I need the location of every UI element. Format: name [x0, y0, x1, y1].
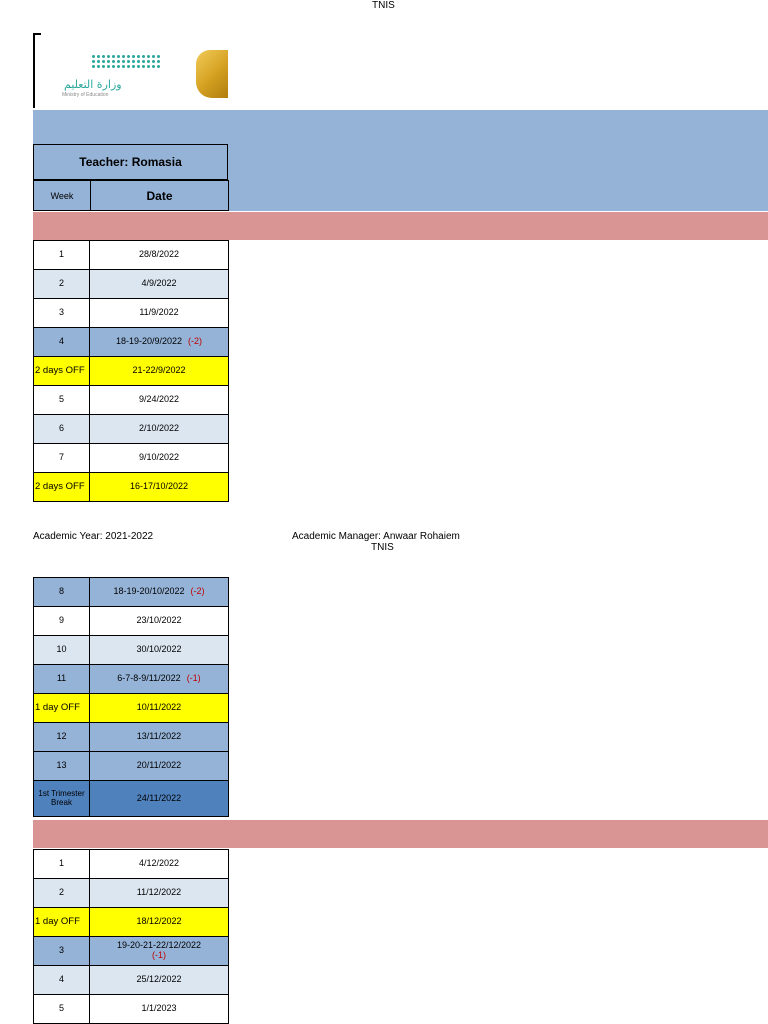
- week-cell: 3: [33, 299, 90, 328]
- table-row: [33, 357, 229, 386]
- week-cell: 1: [33, 240, 90, 270]
- week-cell: 6: [33, 415, 90, 444]
- school-emblem-icon: [196, 50, 228, 98]
- week-cell: 8: [33, 577, 90, 607]
- deduction-note: (-2): [190, 586, 205, 597]
- table-row: [33, 270, 229, 299]
- date-cell: [90, 386, 229, 415]
- table-row: [33, 694, 229, 723]
- date-cell: [90, 966, 229, 995]
- date-cell: [90, 577, 229, 607]
- teacher-name: Teacher: Romasia: [33, 144, 228, 180]
- table-row: [33, 665, 229, 694]
- date-text: 11/9/2022: [139, 307, 179, 318]
- section-band-2: [33, 820, 768, 848]
- date-cell: [90, 908, 229, 937]
- week-cell: 9: [33, 607, 90, 636]
- date-text: 11/12/2022: [136, 887, 182, 898]
- week-column-header: Week: [33, 180, 91, 211]
- week-cell: 13: [33, 752, 90, 781]
- footer-school-label: TNIS: [371, 542, 394, 553]
- table-row: [33, 879, 229, 908]
- date-text: 25/12/2022: [136, 974, 182, 985]
- date-text: 18/12/2022: [136, 916, 182, 927]
- table-row: [33, 386, 229, 415]
- date-text: 21-22/9/2022: [132, 365, 186, 376]
- date-text: 4/9/2022: [141, 278, 177, 289]
- table-row: [33, 636, 229, 665]
- week-cell: 1 day OFF: [33, 694, 90, 723]
- date-text: 24/11/2022: [136, 792, 182, 803]
- logo-arabic-text: وزارة التعليم: [64, 78, 122, 91]
- date-text: 20/11/2022: [136, 760, 182, 771]
- date-cell: [90, 299, 229, 328]
- date-text: 30/10/2022: [136, 644, 182, 655]
- week-cell: 11: [33, 665, 90, 694]
- date-text: 9/10/2022: [138, 452, 180, 463]
- date-cell: [90, 357, 229, 386]
- date-cell: [90, 270, 229, 299]
- date-column-header: Date: [90, 180, 229, 211]
- table-row: [33, 444, 229, 473]
- table-row: [33, 299, 229, 328]
- date-cell: [90, 240, 229, 270]
- table-row: [33, 473, 229, 502]
- header-school-label: TNIS: [372, 0, 395, 11]
- table-row: [33, 415, 229, 444]
- date-text: 1/1/2023: [141, 1003, 177, 1014]
- date-cell: [90, 849, 229, 879]
- table-row: [33, 752, 229, 781]
- week-cell: 5: [33, 995, 90, 1024]
- logo-english-text: Ministry of Education: [62, 92, 109, 98]
- date-cell: [90, 444, 229, 473]
- table-row: [33, 966, 229, 995]
- table-row: [33, 908, 229, 937]
- deduction-note: (-1): [186, 673, 201, 684]
- week-cell: 4: [33, 328, 90, 357]
- date-cell: [90, 328, 229, 357]
- table-row: [33, 781, 229, 817]
- week-cell: 5: [33, 386, 90, 415]
- date-text: 10/11/2022: [136, 702, 182, 713]
- week-cell: 2 days OFF: [33, 357, 90, 386]
- week-cell: 3: [33, 937, 90, 966]
- table-row: [33, 723, 229, 752]
- week-cell: 1 day OFF: [33, 908, 90, 937]
- date-text: 2/10/2022: [138, 423, 180, 434]
- week-cell: 10: [33, 636, 90, 665]
- week-cell: 2: [33, 270, 90, 299]
- table-row: [33, 607, 229, 636]
- date-text: 28/8/2022: [138, 249, 180, 260]
- week-cell: 2: [33, 879, 90, 908]
- week-cell: 1: [33, 849, 90, 879]
- frame-corner-vertical: [33, 33, 35, 108]
- date-text: 13/11/2022: [136, 731, 182, 742]
- date-cell: [90, 879, 229, 908]
- date-text: 6-7-8-9/11/2022: [117, 673, 181, 684]
- date-cell: [90, 781, 229, 817]
- section-band-1: [33, 212, 768, 240]
- week-cell: 7: [33, 444, 90, 473]
- academic-manager: Academic Manager: Anwaar Rohaiem: [292, 531, 460, 542]
- date-text: 9/24/2022: [138, 394, 180, 405]
- date-cell: [90, 473, 229, 502]
- table-row: [33, 849, 229, 879]
- table-row: [33, 328, 229, 357]
- date-text: 16-17/10/2022: [129, 481, 189, 492]
- table-row: [33, 240, 229, 270]
- date-cell: [90, 607, 229, 636]
- date-cell: [90, 937, 229, 966]
- frame-corner-horizontal: [33, 33, 41, 35]
- table-row: [33, 577, 229, 607]
- date-cell: [90, 665, 229, 694]
- week-cell: 2 days OFF: [33, 473, 90, 502]
- deduction-note: (-1): [152, 950, 166, 960]
- week-cell: 12: [33, 723, 90, 752]
- date-text: 18-19-20/9/2022: [115, 336, 183, 347]
- deduction-note: (-2): [188, 336, 203, 347]
- date-text: 23/10/2022: [136, 615, 182, 626]
- academic-year: Academic Year: 2021-2022: [33, 531, 154, 542]
- logo-dots-icon: [92, 55, 160, 68]
- table-row: [33, 937, 229, 966]
- week-cell: 1st Trimester Break: [33, 781, 90, 817]
- date-text: 4/12/2022: [138, 858, 180, 869]
- date-cell: [90, 415, 229, 444]
- date-cell: [90, 723, 229, 752]
- date-text: 19-20-21-22/12/2022: [116, 940, 202, 951]
- week-cell: 4: [33, 966, 90, 995]
- date-cell: [90, 694, 229, 723]
- date-cell: [90, 752, 229, 781]
- ministry-logo: [58, 55, 168, 107]
- date-cell: [90, 636, 229, 665]
- date-text: 18-19-20/10/2022: [113, 586, 185, 597]
- date-cell: [90, 995, 229, 1024]
- table-row: [33, 995, 229, 1024]
